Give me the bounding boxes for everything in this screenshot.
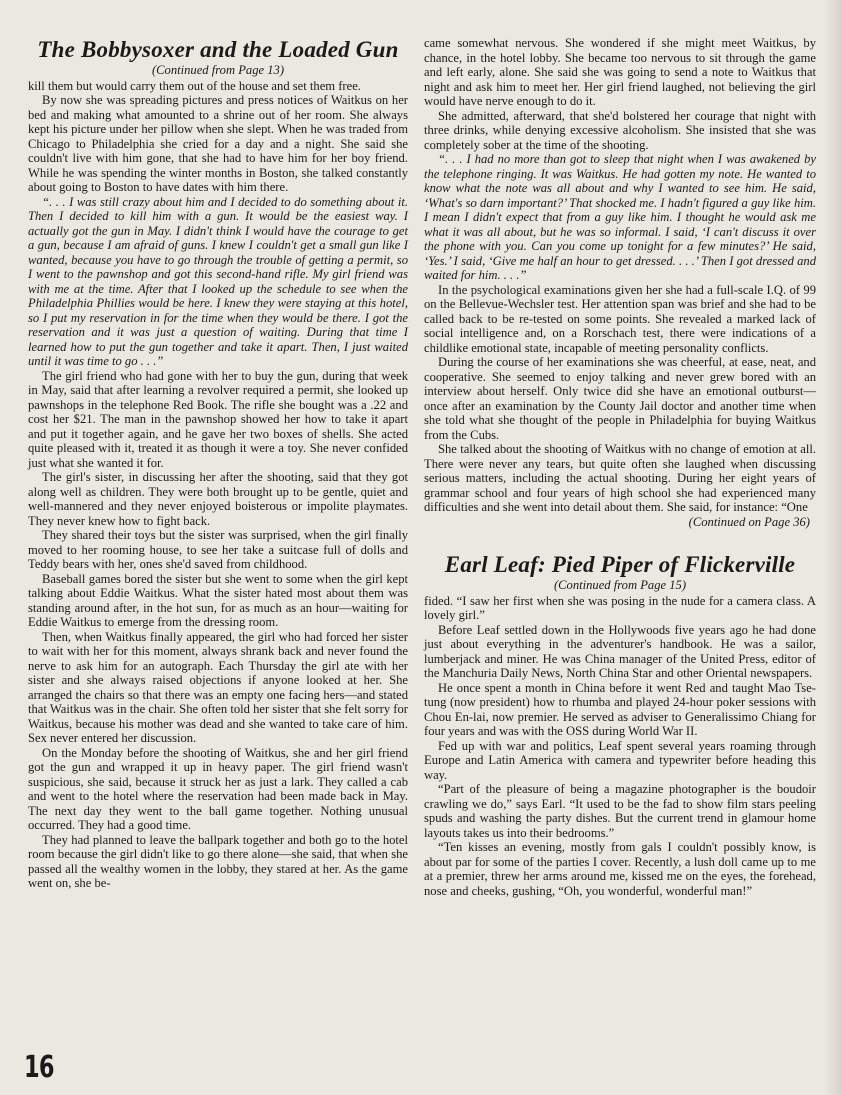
paragraph: The girl friend who had gone with her to buy the gun, during that week in May, said that after learning a revolver required a permit, she looked up pawnshops in the telephone Red Book. The rifle she bought was a .22 and cost her $21. The man in the pawnshop showed her how to take it apart and put it together again, and he gave her two boxes of shells. She acted quite pleased with it, treated it as though it were a toy. She never confided just what she wanted it for. — [28, 368, 408, 470]
article-body-right — [424, 36, 816, 515]
paragraph: By now she was spreading pictures and press notices of Waitkus on her bed and making what amounted to a shrine out of her room. She always kept his picture under her pillow when she slept. When he was traded from Chicago to Philadelphia she cried for a day and a night. She said she couldn't live with him gone, that she had to have him for her boy friend. While he was spending the winter months in Boston, she talked constantly about going to Boston to have dates with him there. — [28, 93, 408, 194]
paragraph: She talked about the shooting of Waitkus with no change of emotion at all. There were never any tears, but quite often she laughed when discussing serious matters, including the actual shooting. During her eight years of grammar school and four years of high school she had experienced many difficulties and she went into detail about them. She said, for instance: “One — [424, 442, 816, 514]
paragraph: fided. “I saw her first when she was posing in the nude for a camera class. A lovely girl.” — [424, 593, 816, 622]
article-title-earl-leaf: Earl Leaf: Pied Piper of Flickerville — [444, 552, 796, 577]
paragraph: The girl's sister, in discussing her after the shooting, said that they got along well as children. They were both brought up to be gentle, quiet and well-mannered and they never enjoyed boisterous or impolite playmates. They never knew how to fight back. — [28, 470, 408, 528]
paragraph: “. . . I had no more than got to sleep that night when I was awakened by the telephone ringing. It was Waitkus. He had gotten my note. He wanted to know what the note was all about and why I wanted to see him. He said, ‘What's so darn important?’ That shocked me. I hadn't figured a guy like him. I mean I didn't expect that from a guy like him. I thought he would ask me what it was all about, but he was so informal. I said, ‘I can't discuss it over the phone with you. Can you come up tonight for a few minutes?’ He said, ‘Yes.’ I said, ‘Give me half an hour to get dressed. . . .’ Then I got dressed and waited for him. . . .” — [424, 152, 816, 282]
paragraph: During the course of her examinations she was cheerful, at ease, neat, and cooperative. She seemed to enjoy talking and never grew bored with an interview about herself. Only twice did she have an emotional outburst—once after an examination by the County Jail doctor and another time when she told what she thought of the people in Philadelphia for buying Waitkus from the Cubs. — [424, 355, 816, 442]
paragraph: came somewhat nervous. She wondered if she might meet Waitkus, by chance, in the hotel lobby. She became too nervous to sit through the game and left early, alone. She said she was going to send a note to Waitkus that night and ask him to meet her. Her girl friend laughed, not believing the girl would have nerve enough to do it. — [424, 36, 816, 108]
paragraph: Fed up with war and politics, Leaf spent several years roaming through Europe and Latin America with camera and typewriter before heading this way. — [424, 738, 816, 782]
paragraph: Baseball games bored the sister but she went to some when the girl kept talking about Eddie Waitkus. What the sister hated most about them was standing around after, in the hot sun, for as much as an hour—waiting for Eddie Waitkus to emerge from the dressing room. — [28, 571, 408, 629]
paragraph: In the psychological examinations given her she had a full-scale I.Q. of 99 on the Bellevue-Wechsler test. Her attention span was brief and she had to be called back to be re-tested on some points. She revealed a marked lack of social intelligence and, on a Rorschach test, there were indications of a childlike emotional state, incapable of meeting personality conflicts. — [424, 282, 816, 355]
continued-from-label: (Continued from Page 13) — [151, 63, 285, 77]
paragraph: kill them but would carry them out of the house and set them free. — [28, 78, 361, 93]
article-body-earl-leaf — [424, 594, 816, 899]
article-separator — [424, 529, 816, 551]
article-body-left — [28, 79, 408, 891]
continued-from-label-2: (Continued from Page 15) — [553, 578, 687, 592]
paragraph: “. . . I was still crazy about him and I decided to do something about it. Then I decided to kill him with a gun. It would be the easiest way. I actually got the gun in May. I didn't think I would have the courage to get a gun, because I am afraid of guns. I knew I couldn't get a small gun like I wanted, because you have to go through the trouble of getting a permit, so I went to the pawnshop and got this second-hand rifle. My girl friend was with me at the time. After that I looked up the schedule to see when the Philadelphia Phillies would be here. I knew they were staying at this hotel, so I put my reservation in for the time when they would be there. I got the reservation and it was just a question of waiting. During that time I learned how to put the gun together and take it apart. Then, I just waited until it was time to go . . .” — [28, 194, 408, 368]
paragraph: “Part of the pleasure of being a magazine photographer is the boudoir crawling we do,” says Earl. “It used to be the fad to show film stars peeling spuds and washing the party dishes. But the current trend in glamour home layouts takes us into their bedrooms.” — [424, 782, 816, 840]
paragraph: He once spent a month in China before it went Red and taught Mao Tse-tung (now president) how to rhumba and played 24-hour poker sessions with Chou En-lai, now premier. He served as adviser to Generalissimo Chiang for four years and was with the OSS during World War II. — [424, 680, 816, 738]
page-edge-shadow — [824, 0, 842, 1095]
continued-on-label: (Continued on Page 36) — [688, 514, 810, 529]
paragraph: “Ten kisses an evening, mostly from gals I couldn't possibly know, is about par for some of the parties I cover. Recently, a lush doll came up to me at a premier, threw her arms around me, kissed me on the eyes, the forehead, nose and cheeks, gushing, “Oh, you wonderful, wonderful man!” — [424, 840, 816, 898]
paragraph: Then, when Waitkus finally appeared, the girl who had forced her sister to wait with her for this moment, always shrank back and never found the nerve to ask him for an autograph. Each Thursday the girl ate with her sister and she always raised objections if anyone looked at her. She arranged the chairs so that there was an empty one facing hers—and stated that Waitkus was in the chair. She often told her sister that she felt sorry for Waitkus, because his mother was dead and she wanted to take care of him. Sex never entered her discussion. — [28, 629, 408, 745]
paragraph: They had planned to leave the ballpark together and both go to the hotel room because the girl didn't like to go there alone—she said, that when she passed all the wealthy women in the lobby, they stared at her. As the game went on, she be- — [28, 832, 408, 890]
left-column — [28, 36, 408, 891]
article-title-bobbysoxer: The Bobbysoxer and the Loaded Gun — [37, 37, 399, 62]
paragraph: On the Monday before the shooting of Waitkus, she and her girl friend got the gun and wrapped it up in heavy paper. The girl friend wasn't suspicious, she said, because it struck her as just a lark. They called a cab and went to the hotel where the reservation had been made back in May. The next day they went to the ball game together. Nothing unusual occurred. They had a good time. — [28, 745, 408, 832]
page-number: 16 — [24, 1050, 54, 1085]
paragraph: Before Leaf settled down in the Hollywoods five years ago he had done just about everything in the adventurer's handbook. He was a sailor, lumberjack and miner. He was China manager of the United Press, editor of the Manchuria Daily News, North China Star and other Oriental newspapers. — [424, 622, 816, 680]
right-column — [424, 36, 816, 898]
paragraph: They shared their toys but the sister was surprised, when the girl finally moved to her rooming house, to see her take a suitcase full of dolls and Teddy bears with her, ones she'd saved from childhood. — [28, 528, 408, 571]
paragraph: She admitted, afterward, that she'd bolstered her courage that night with three drinks, while denying excessive alcoholism. She insisted that she was completely sober at the time of the shooting. — [424, 108, 816, 152]
